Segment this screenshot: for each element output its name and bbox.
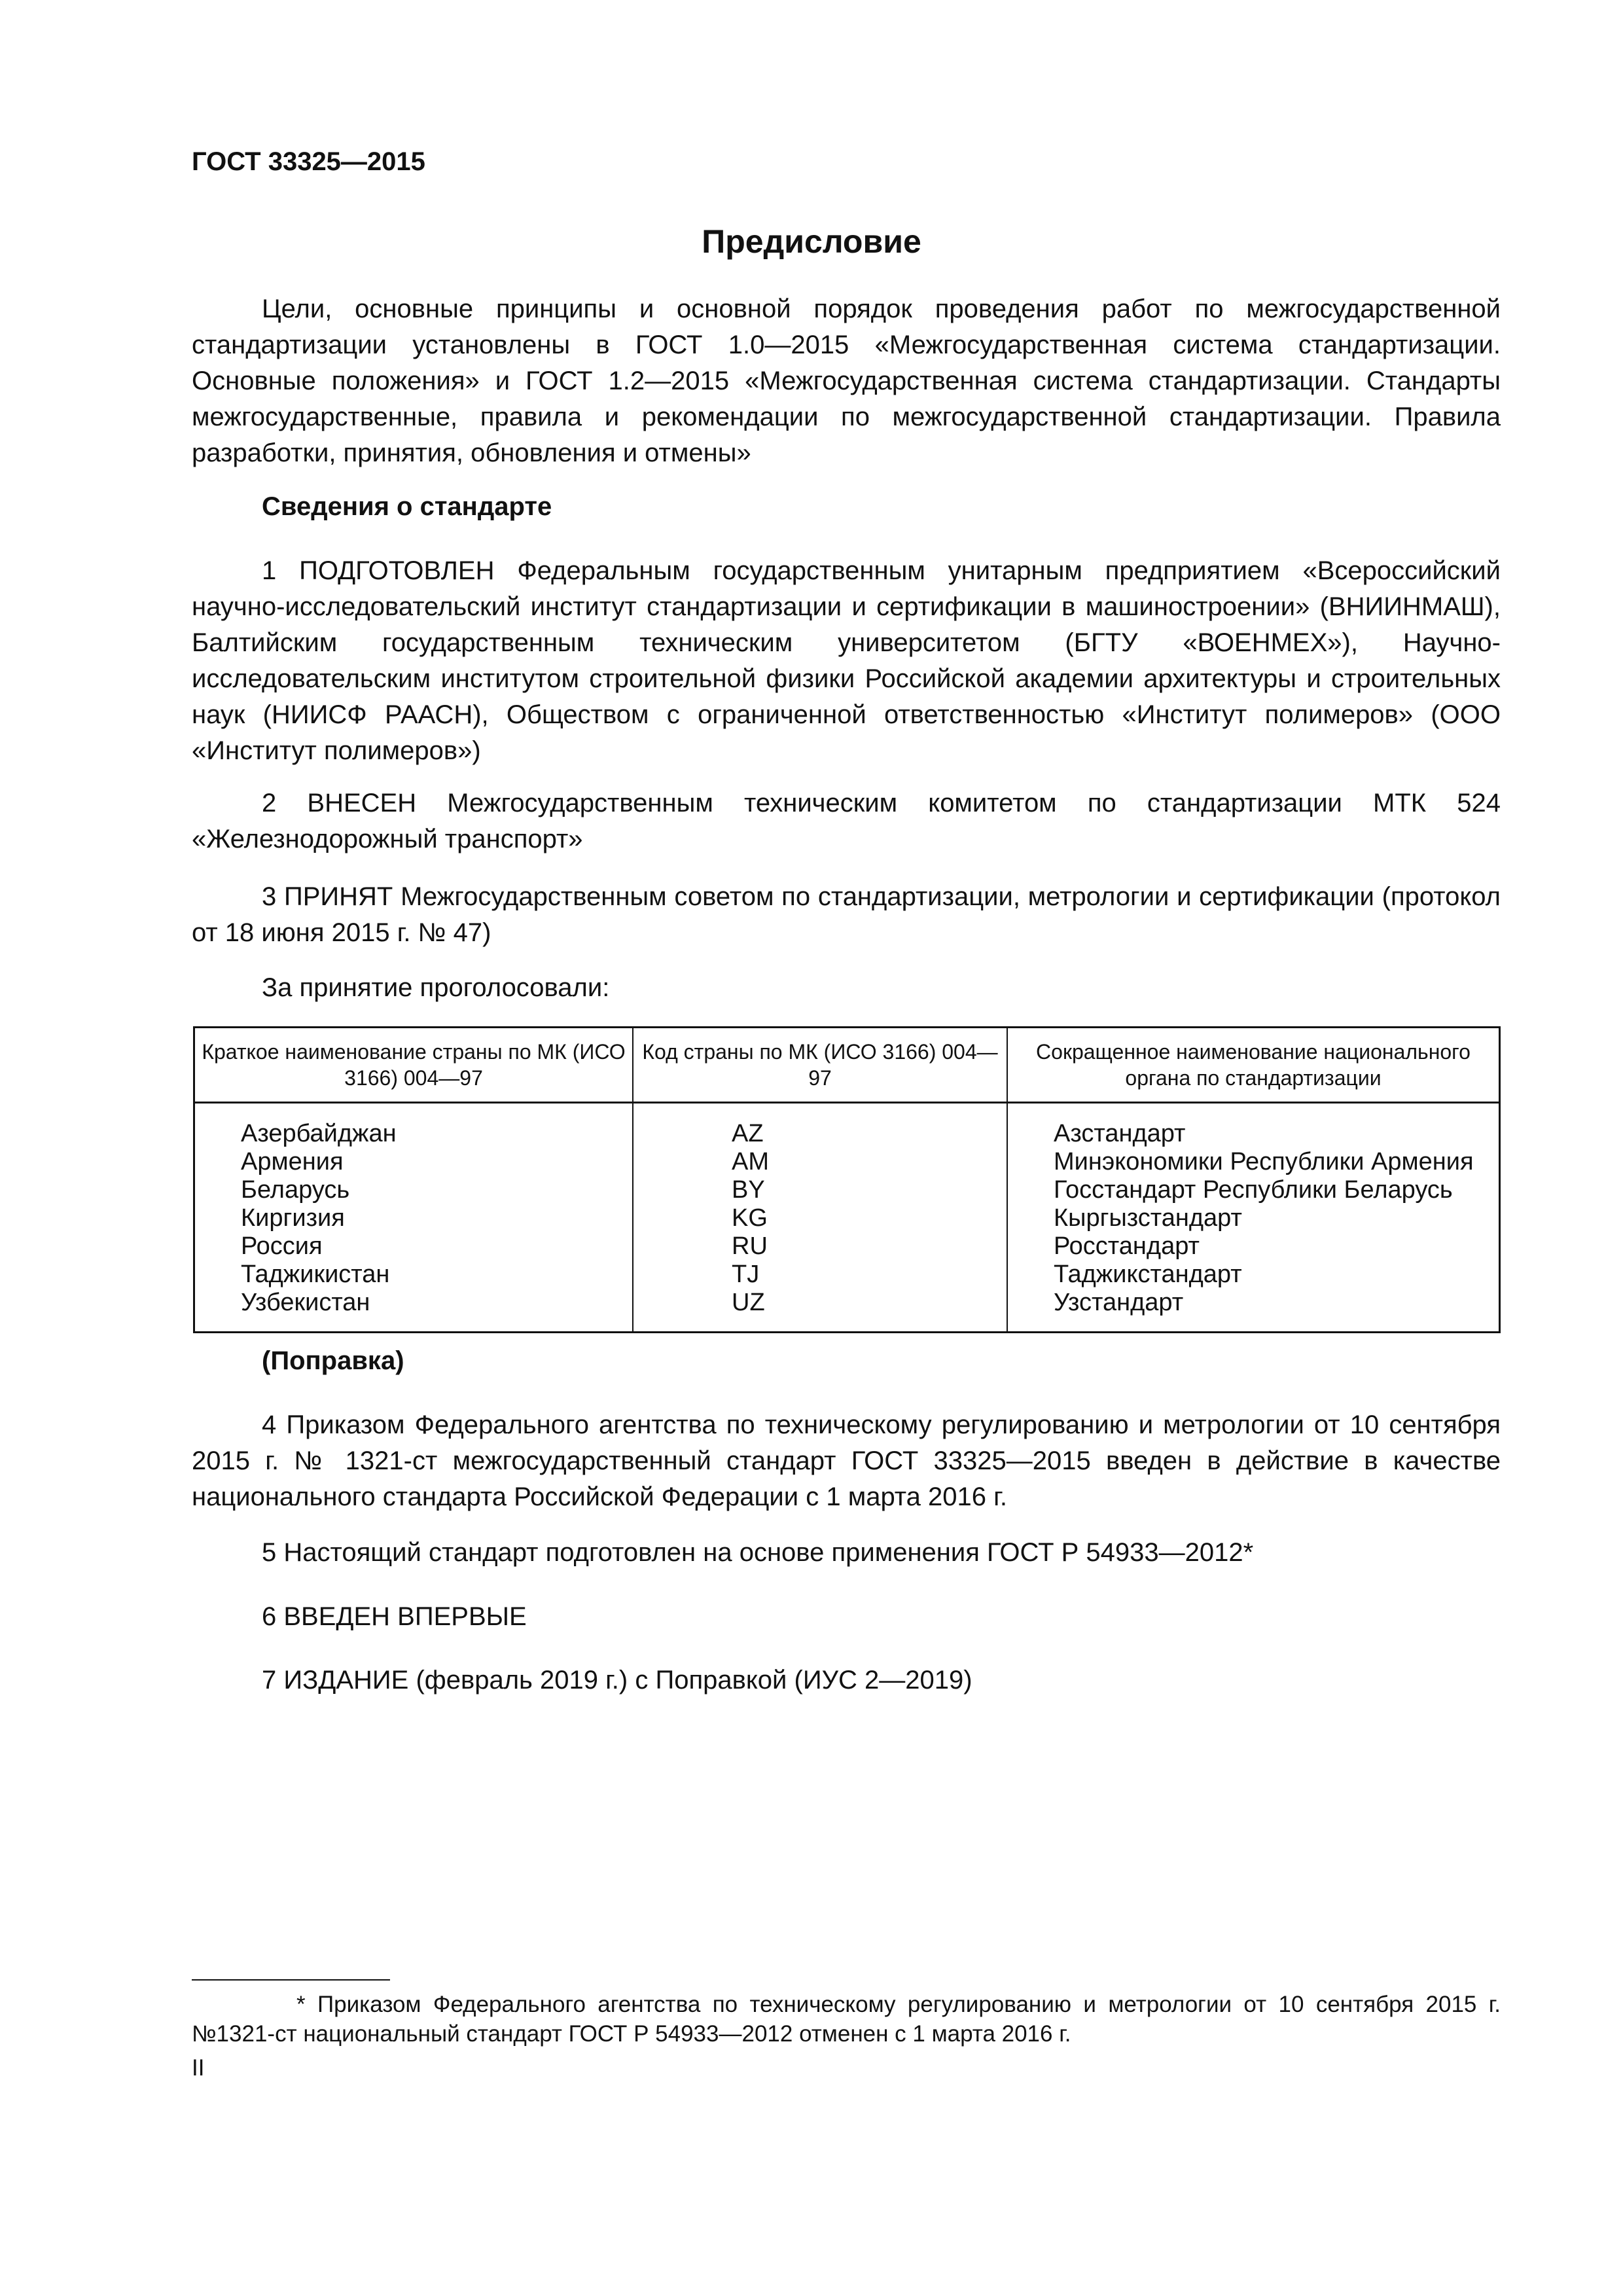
table-cell-country: Таджикистан (241, 1261, 390, 1288)
table-cell-code: KG (732, 1204, 768, 1232)
table-cell-body: Таджикстандарт (1054, 1261, 1242, 1288)
page-title: Предисловие (702, 223, 921, 260)
table-header-country: Краткое наименование страны по МК (ИСО 3166) 004—97 (194, 1028, 633, 1103)
table-cell-country: Беларусь (241, 1176, 350, 1204)
table-cell-code: TJ (732, 1261, 760, 1288)
footnote: * Приказом Федерального агентства по техническому регулированию и метрологии от 10 сентября 2015 г. №1321-ст национальный стандарт ГОСТ Р 54933—2012 отменен с 1 марта 2016 г. (192, 1992, 1501, 2047)
table-cell-body: Узстандарт (1054, 1289, 1184, 1316)
amendment-heading: (Поправка) (262, 1346, 404, 1375)
item-3: 3 ПРИНЯТ Межгосударственным советом по стандартизации, метрологии и сертификации (протокол от 18 июня 2015 г. № 47) (192, 882, 1501, 947)
table-cell-code: AZ (732, 1120, 764, 1147)
body-column (1007, 1103, 1500, 1333)
table-cell-body: Минэкономики Республики Армения (1054, 1148, 1474, 1175)
country-column (194, 1103, 633, 1333)
item-4: 4 Приказом Федерального агентства по техническому регулированию и метрологии от 10 сентября 2015 г. № 1321-ст межгосударственный стандарт ГОСТ 33325—2015 введен в действие в качестве национального стандарта Российской Федерации с 1 марта 2016 г. (192, 1410, 1501, 1511)
item-5: 5 Настоящий стандарт подготовлен на основе применения ГОСТ Р 54933—2012* (262, 1538, 1254, 1567)
item-1: 1 ПОДГОТОВЛЕН Федеральным государственным унитарным предприятием «Всероссийский научно-исследовательский институт стандартизации и сертификации в машиностроении» (ВНИИНМАШ), Балтийским государственным техническим университетом (БГТУ «ВОЕНМЕХ»), Научно-исследовательским институтом строительной физики Российской академии архитектуры и строительных наук (НИИСФ РААСН), Обществом с ограниченной ответственностью «Институт полимеров» (ООО «Институт полимеров») (192, 556, 1501, 765)
table-cell-body: Росстандарт (1054, 1232, 1200, 1260)
table-cell-country: Россия (241, 1232, 323, 1260)
table-header-row (194, 1028, 1500, 1103)
votes-intro: За принятие проголосовали: (262, 973, 610, 1002)
item-2: 2 ВНЕСЕН Межгосударственным техническим комитетом по стандартизации МТК 524 «Железнодорожный транспорт» (192, 789, 1501, 853)
table-cell-code: RU (732, 1232, 768, 1260)
table-cell-country: Азербайджан (241, 1120, 397, 1147)
code-column (633, 1103, 1007, 1333)
table-cell-body: Госстандарт Республики Беларусь (1054, 1176, 1453, 1204)
table-body-row (194, 1103, 1500, 1333)
section-heading: Сведения о стандарте (262, 492, 552, 521)
table-cell-country: Узбекистан (241, 1289, 370, 1316)
votes-table (193, 1026, 1501, 1333)
intro-paragraph: Цели, основные принципы и основной порядок проведения работ по межгосударственной стандартизации установлены в ГОСТ 1.0—2015 «Межгосударственная система стандартизации. Основные положения» и ГОСТ 1.2—2015 «Межгосударственная система стандартизации. Стандарты межгосударственные, правила и рекомендации по межгосударственной стандартизации. Правила разработки, принятия, обновления и отмены» (192, 295, 1501, 467)
table-cell-body: Кыргызстандарт (1054, 1204, 1242, 1232)
table-cell-country: Киргизия (241, 1204, 345, 1232)
footnote-divider (192, 1979, 390, 1981)
table-header-body: Сокращенное наименование национального органа по стандартизации (1007, 1028, 1500, 1103)
item-6: 6 ВВЕДЕН ВПЕРВЫЕ (262, 1602, 527, 1631)
table-cell-code: BY (732, 1176, 765, 1204)
table-header-code: Код страны по МК (ИСО 3166) 004—97 (633, 1028, 1007, 1103)
table-cell-body: Азстандарт (1054, 1120, 1186, 1147)
document-code: ГОСТ 33325—2015 (192, 147, 425, 176)
page-number: II (192, 2055, 205, 2081)
item-7: 7 ИЗДАНИЕ (февраль 2019 г.) с Поправкой (ИУС 2—2019) (262, 1666, 972, 1695)
table-cell-code: UZ (732, 1289, 765, 1316)
table-cell-code: AM (732, 1148, 769, 1175)
table-cell-country: Армения (241, 1148, 344, 1175)
